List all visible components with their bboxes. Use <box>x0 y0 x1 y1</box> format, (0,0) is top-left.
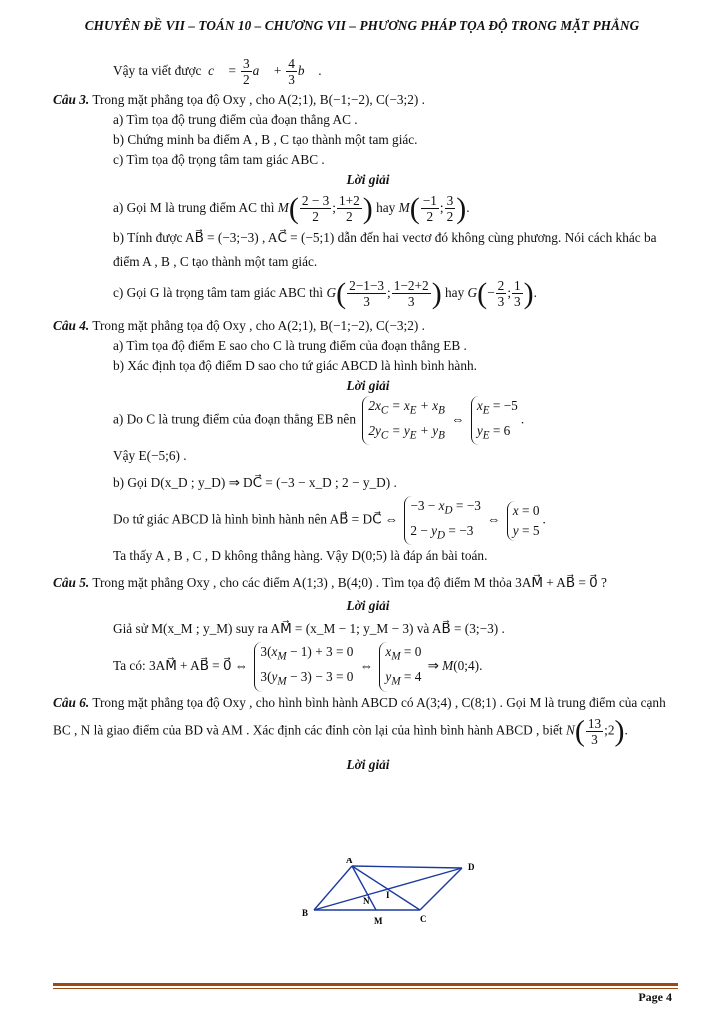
question-3-part-b: b) Chứng minh ba điểm A , B , C tạo thành một tam giác. <box>113 132 418 147</box>
intro-text: Vậy ta viết được <box>113 63 202 78</box>
page-header: CHUYÊN ĐỀ VII – TOÁN 10 – CHƯƠNG VII – PHƯƠNG PHÁP TỌA ĐỘ TRONG MẶT PHẲNG <box>84 18 640 33</box>
question-5-label: Câu 5. <box>53 575 90 590</box>
label-c: C <box>420 914 427 924</box>
question-6: Câu 6. Trong mặt phẳng tọa độ Oxy , cho hình bình hành ABCD có A(3;4) , C(8;1) . Gọi M là trung điểm của cạnh BC , N là giao điểm của BD và AM . Xác định các đỉnh còn lại của hình bình hành ABCD , biết N( $\frac{13}{3}$ ;2). <box>53 695 666 748</box>
solution-heading-6: Lời giải <box>346 757 390 772</box>
question-4-part-b: b) Xác định tọa độ điểm D sao cho tứ giác ABCD là hình bình hành. <box>113 358 477 373</box>
solution-3-c-or: hay <box>445 285 465 300</box>
question-5-stem: Trong mặt phẳng Oxy , cho các điểm A(1;3) , B(4;0) . Tìm tọa độ điểm M thỏa 3AM⃗ + AB⃗ = 0⃗ ? <box>92 575 607 590</box>
intro-line: Vậy ta viết được c⃗ = $\frac{3}{2}$ a⃗ + $\frac{4}{3}$ b⃗ . <box>113 56 322 88</box>
question-3-label: Câu 3. <box>53 92 90 107</box>
solution-heading-5: Lời giải <box>346 598 390 613</box>
edge-ad <box>352 866 462 868</box>
solution-3-a-or: hay <box>376 200 396 215</box>
question-4-label: Câu 4. <box>53 318 90 333</box>
solution-3-c: c) Gọi G là trọng tâm tam giác ABC thì G( $\frac{2-1-3}{3}$ ; $\frac{1-2+2}{3}$ ) hay G(− $\frac{2}{3}$ ; $\frac{1}{3}$ ). <box>113 276 537 310</box>
solution-5-line-1: Giả sử M(x_M ; y_M) suy ra AM⃗ = (x_M − 1; y_M − 3) và AB⃗ = (3;−3) . <box>113 621 505 636</box>
solution-4-a: a) Do C là trung điểm của đoạn thẳng EB nên $2x_C = x_E + x_B$ $2y_C = y_E + y_B$ ⇔ $x_E = -5$ $y_E = 6$. <box>53 396 683 442</box>
label-n: N <box>363 896 370 906</box>
question-3 <box>53 90 683 110</box>
question-3-part-a: a) Tìm tọa độ trung điểm của đoạn thẳng AC . <box>113 112 358 127</box>
solution-3-c-text: c) Gọi G là trọng tâm tam giác ABC thì <box>113 285 324 300</box>
label-d: D <box>468 862 475 872</box>
solution-4-b: b) Gọi D(x_D ; y_D) ⇒ DC⃗ = (−3 − x_D ; 2 − y_D) . <box>113 475 397 490</box>
solution-4-a-text: a) Do C là trung điểm của đoạn thẳng EB nên <box>113 411 356 427</box>
solution-4-answer: Ta thấy A , B , C , D không thẳng hàng. Vậy D(0;5) là đáp án bài toán. <box>113 548 488 563</box>
question-6-label: Câu 6. <box>53 695 90 710</box>
solution-4-b-text: Do tứ giác ABCD là hình bình hành nên AB⃗ = DC⃗ ⇔ <box>113 511 398 527</box>
label-i: I <box>386 890 390 900</box>
footer-rule <box>53 983 678 986</box>
question-4-stem: Trong mặt phẳng tọa độ Oxy , cho A(2;1), B(−1;−2), C(−3;2) . <box>92 318 425 333</box>
label-m: M <box>374 916 383 926</box>
figure-lines <box>314 866 462 910</box>
solution-3-a-text: a) Gọi M là trung điểm AC thì <box>113 200 275 215</box>
question-5 <box>53 570 683 596</box>
solution-4-b-system: Do tứ giác ABCD là hình bình hành nên AB⃗ = DC⃗ ⇔ $-3 - x_D = -3$ $2 - y_D = -3$ ⇔ x = 0 y = 5. <box>53 496 683 542</box>
solution-3-a: a) Gọi M là trung điểm AC thì M( $\frac{2 - 3}{2}$ ; $\frac{1+2}{2}$ ) hay M( $\frac{-1}{2}$ ; $\frac{3}{2}$ ). <box>113 191 470 225</box>
page-number: Page 4 <box>638 990 672 1004</box>
label-a: A <box>346 858 353 865</box>
parallelogram-figure <box>300 858 500 930</box>
footer-rule-thin <box>53 988 678 989</box>
solution-heading-4: Lời giải <box>346 378 390 393</box>
edge-ba <box>314 866 352 910</box>
question-4-part-a: a) Tìm tọa độ điểm E sao cho C là trung điểm của đoạn thẳng EB . <box>113 338 467 353</box>
question-3-part-c: c) Tìm tọa độ trọng tâm tam giác ABC . <box>113 152 325 167</box>
solution-5-line-2-text: Ta có: 3AM⃗ + AB⃗ = 0⃗ ⇔ <box>113 658 249 673</box>
label-b: B <box>302 908 309 918</box>
solution-4-e: Vậy E(−5;6) . <box>113 448 187 463</box>
solution-5-line-2: Ta có: 3AM⃗ + AB⃗ = 0⃗ ⇔ $3(x_M - 1) + 3 = 0$ $3(y_M - 3) - 3 = 0$ ⇔ $x_M = 0$ $y_M = 4$ ⇒ M(0;4). <box>53 642 683 690</box>
document-body <box>53 52 683 775</box>
solution-3-b: b) Tính được AB⃗ = (−3;−3) , AC⃗ = (−5;1) dẫn đến hai vectơ đó không cùng phương. Nói cách khác ba điểm A , B , C tạo thành một tam giác. <box>113 230 657 269</box>
question-6-stem: Trong mặt phẳng tọa độ Oxy , cho hình bình hành ABCD có A(3;4) , C(8;1) . Gọi M là trung điểm của cạnh BC , N là giao điểm của BD và AM . Xác định các đỉnh còn lại của hình bình hành ABCD , biết <box>53 695 666 738</box>
question-4 <box>53 316 683 336</box>
question-3-stem: Trong mặt phẳng tọa độ Oxy , cho A(2;1), B(−1;−2), C(−3;2) . <box>92 92 425 107</box>
solution-heading-3: Lời giải <box>346 172 390 187</box>
diagonal-bd <box>314 868 462 910</box>
